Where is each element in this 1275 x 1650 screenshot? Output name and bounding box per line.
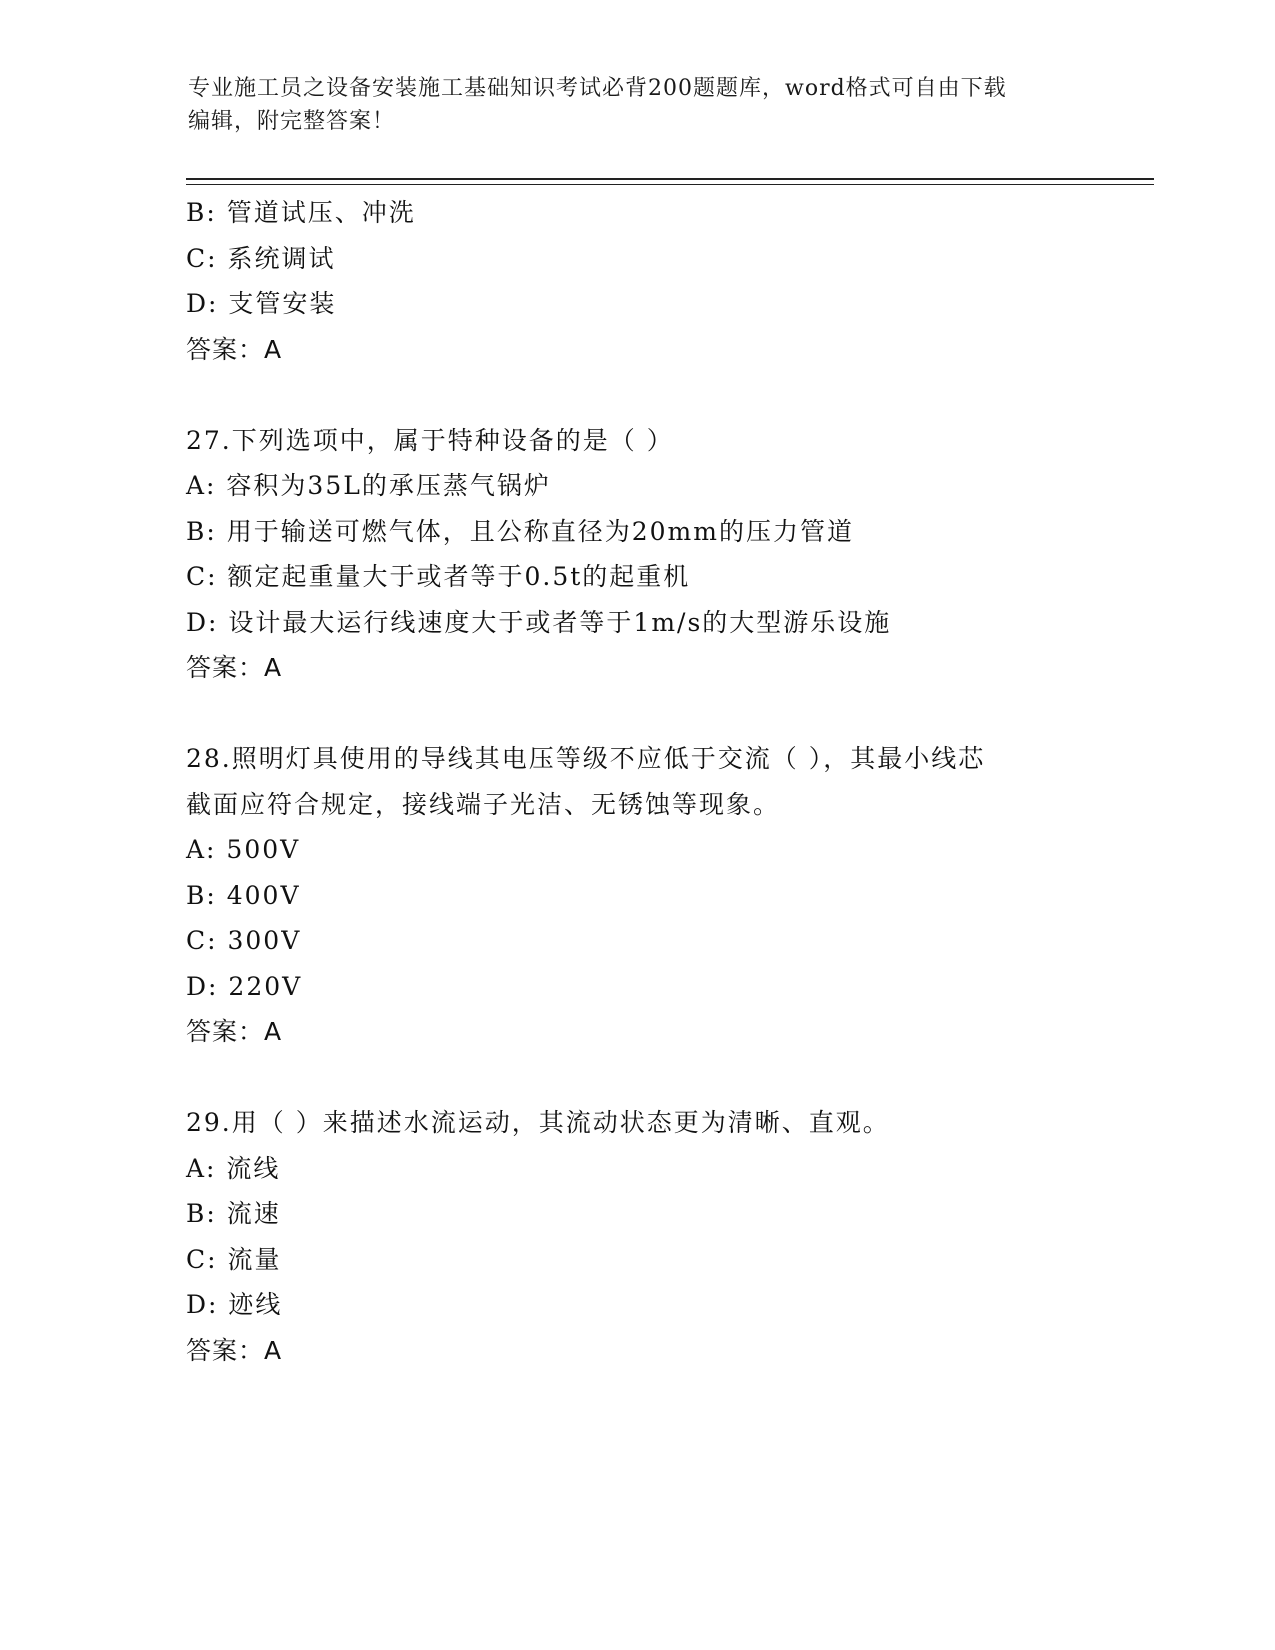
question-28	[186, 736, 1146, 1055]
question-content	[186, 190, 1146, 1373]
answer-line: 答案：A	[186, 1335, 283, 1365]
question-stem: 29.用（ ）来描述水流运动，其流动状态更为清晰、直观。	[186, 1108, 890, 1137]
option-d: D: 迹线	[186, 1290, 283, 1319]
question-stem-line-1: 28.照明灯具使用的导线其电压等级不应低于交流（ ），其最小线芯	[186, 744, 986, 773]
option-d: D: 220V	[186, 971, 303, 1001]
document-header	[188, 72, 1088, 138]
answer-line: 答案：A	[186, 334, 283, 364]
option-d: D: 支管安装	[186, 289, 337, 318]
option-a: A: 500V	[186, 835, 301, 864]
header-line-1: 专业施工员之设备安装施工基础知识考试必背200题题库，word格式可自由下载	[188, 76, 1007, 101]
spacer	[186, 372, 1146, 418]
header-rule-thin	[186, 184, 1154, 185]
header-rule-thick	[186, 178, 1154, 180]
answer-line: 答案：A	[186, 1017, 283, 1046]
spacer	[186, 691, 1146, 737]
answer-line: 答案：A	[186, 653, 283, 682]
option-c: C: 额定起重量大于或者等于0.5t的起重机	[186, 562, 691, 591]
option-c: C: 300V	[186, 926, 302, 955]
option-c: C: 流量	[186, 1244, 282, 1274]
question-stem-line-2: 截面应符合规定，接线端子光洁、无锈蚀等现象。	[186, 789, 781, 819]
option-b: B: 管道试压、冲洗	[186, 198, 416, 227]
option-a: A: 容积为35L的承压蒸气锅炉	[186, 471, 551, 500]
header-line-2: 编辑，附完整答案！	[188, 109, 396, 134]
option-d: D: 设计最大运行线速度大于或者等于1m/s的大型游乐设施	[186, 607, 892, 637]
option-c: C: 系统调试	[186, 243, 336, 273]
option-b: B: 用于输送可燃气体，且公称直径为20mm的压力管道	[186, 516, 854, 546]
question-27	[186, 418, 1146, 691]
question-stem: 27.下列选项中，属于特种设备的是（ ）	[186, 425, 674, 455]
option-b: B: 流速	[186, 1199, 281, 1228]
question-26-fragment	[186, 190, 1146, 372]
option-a: A: 流线	[186, 1153, 281, 1183]
spacer	[186, 1055, 1146, 1101]
option-b: B: 400V	[186, 880, 301, 910]
question-29	[186, 1100, 1146, 1373]
